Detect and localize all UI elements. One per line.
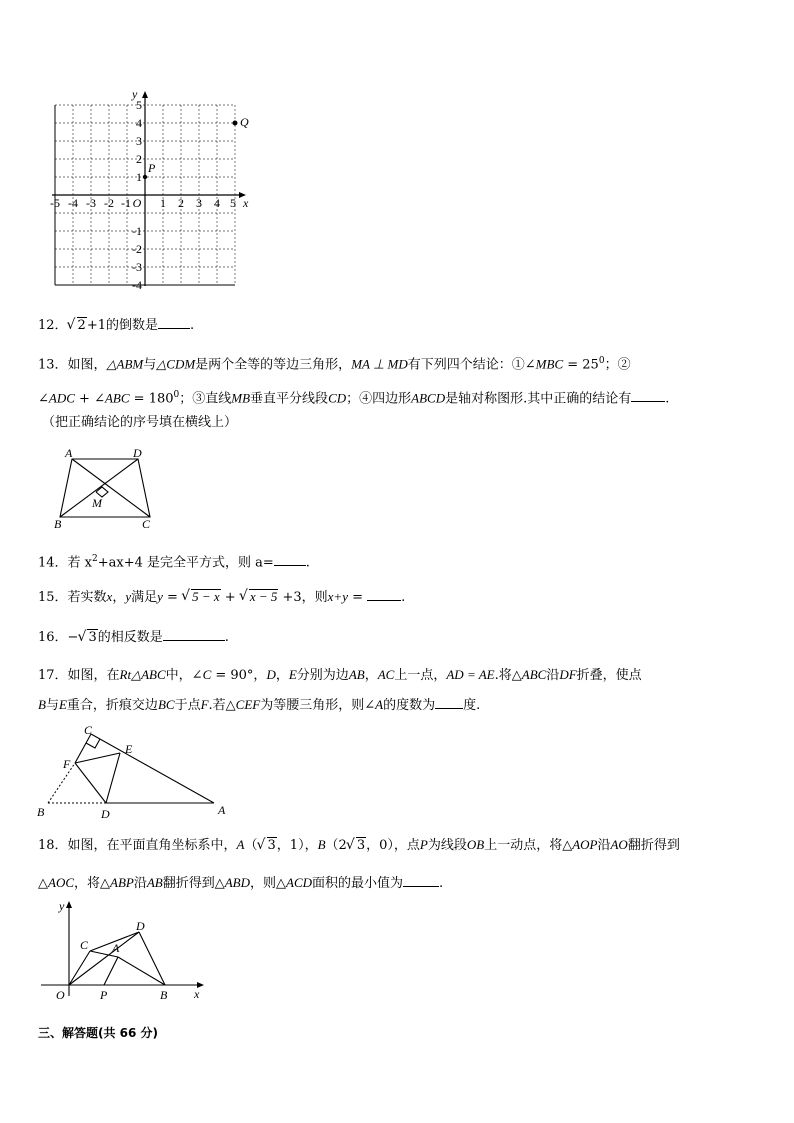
coordinate-grid-figure (40, 86, 260, 292)
label-b: B (54, 517, 62, 531)
answer-blank[interactable] (435, 696, 463, 709)
point-q-label: Q (240, 115, 249, 129)
x-tick-label: -5 (50, 196, 60, 210)
sqrt-2: √ 2 (68, 317, 87, 335)
label-b: B (160, 988, 168, 1002)
label-m: M (92, 496, 102, 510)
x-tick-label: 1 (160, 196, 166, 210)
trapezoid-abcd (60, 459, 150, 517)
y-tick-label: -2 (132, 242, 142, 256)
question-14: 14．若 $x^2+ax+4$ 是完全平方式，则 a= . (38, 554, 310, 571)
segment-fd (75, 763, 106, 803)
label-a: A (218, 803, 226, 817)
x-tick-label: -1 (121, 196, 131, 210)
question-12: 12．√ 2+1的倒数是 . (38, 316, 194, 335)
x-tick-label: -3 (86, 196, 96, 210)
question-17-line-2: B与E重合，折痕交边BC于点F.若△CEF为等腰三角形，则∠A的度数为 度. (38, 697, 481, 713)
x-tick-label: 2 (178, 196, 184, 210)
y-tick-label: -4 (132, 278, 142, 292)
label-d: D (101, 807, 110, 821)
question-15: 15．若实数x，y满足y = √ 5 − x + √ x − 5 +3，则x+y = . (38, 588, 405, 607)
y-tick-label: 2 (136, 152, 142, 166)
axes (52, 91, 246, 286)
segment-fe (75, 753, 120, 763)
origin-label: O (132, 196, 142, 210)
sqrt-3: √ 3 (347, 837, 366, 855)
label-b: B (37, 805, 45, 819)
label-y: y (59, 899, 65, 913)
y-tick-label: 3 (136, 134, 142, 148)
question-16: 16．−√ 3的相反数是 . (38, 628, 229, 647)
label-e: E (125, 742, 133, 756)
sqrt-x-minus-5: √ x − 5 (240, 588, 279, 607)
answer-blank[interactable] (274, 553, 306, 566)
label-f: F (63, 757, 71, 771)
sqrt-3: √ 3 (258, 837, 277, 855)
y-tick-label: 4 (136, 116, 142, 130)
section-heading: 三、解答题(共 66 分) (38, 1026, 159, 1040)
sqrt-3: √ 3 (78, 629, 97, 647)
plus-one: +1 (86, 318, 106, 333)
segment-cf (75, 734, 91, 763)
question-13-line-1: 13．如图，△ABM与△CDM是两个全等的等边三角形，MA ⊥ MD有下列四个结论：①∠MBC = $25^0$；② (38, 356, 631, 373)
segment-ed (106, 753, 120, 803)
answer-blank[interactable] (403, 874, 439, 887)
y-axis-label: y (132, 87, 138, 101)
question-17-line-1: 17．如图，在Rt△ABC中，∠C = 90°，D，E分别为边AB，AC上一点，AD = AE.将△ABC沿DF折叠，使点 (38, 667, 642, 683)
x-axis-label: x (243, 196, 249, 210)
question-18-line-2: △AOC，将△ABP沿AB翻折得到△ABD，则△ACD面积的最小值为 . (38, 875, 444, 891)
label-a: A (112, 941, 120, 955)
x-tick-label: -4 (68, 196, 78, 210)
x-tick-label: -2 (104, 196, 114, 210)
x-tick-label: 4 (214, 196, 220, 210)
label-c: C (142, 517, 151, 531)
question-number: 12． (38, 318, 68, 333)
segment-am (72, 459, 150, 517)
segment-bf-dashed (48, 763, 75, 803)
label-d: D (136, 919, 145, 933)
point-p-label: P (148, 161, 156, 175)
q17-triangle-figure (34, 722, 234, 822)
y-tick-label: 5 (136, 98, 142, 112)
y-tick-label: -3 (132, 260, 142, 274)
label-p: P (100, 988, 108, 1002)
question-13-line-2: ∠ADC + ∠ABC = $180^0$；③直线MB垂直平分线段CD；④四边形ABCD是轴对称图形.其中正确的结论有 . (38, 390, 670, 407)
answer-blank[interactable] (631, 389, 665, 402)
segment-ap (104, 957, 118, 985)
y-tick-label: 1 (136, 170, 142, 184)
label-x: x (194, 987, 200, 1001)
x-tick-label: 3 (196, 196, 202, 210)
answer-blank[interactable] (163, 628, 225, 641)
segment-oc (69, 951, 90, 985)
label-d: D (133, 446, 142, 460)
label-c: C (84, 723, 93, 737)
question-18-line-1: 18．如图，在平面直角坐标系中，A（√ 3，1），B（2√ 3，0），点P为线段OB上一动点，将△AOP沿AO翻折得到 (38, 836, 680, 855)
x-tick-labels (50, 196, 236, 210)
y-tick-label: -1 (132, 224, 142, 238)
sqrt-5-minus-x: √ 5 − x (182, 588, 221, 607)
answer-blank[interactable] (367, 588, 401, 601)
label-a: A (65, 446, 73, 460)
label-o: O (56, 988, 65, 1002)
x-tick-label: 5 (230, 196, 236, 210)
label-c: C (80, 938, 89, 952)
question-13-line-3: （把正确结论的序号填在横线上） (42, 415, 238, 430)
point-q (233, 121, 238, 126)
q18-coordinate-figure (36, 896, 216, 1006)
point-p (143, 175, 147, 179)
question-text: 的倒数是 (106, 318, 159, 333)
answer-blank[interactable] (158, 316, 190, 329)
q13-trapezoid-figure (50, 444, 170, 534)
